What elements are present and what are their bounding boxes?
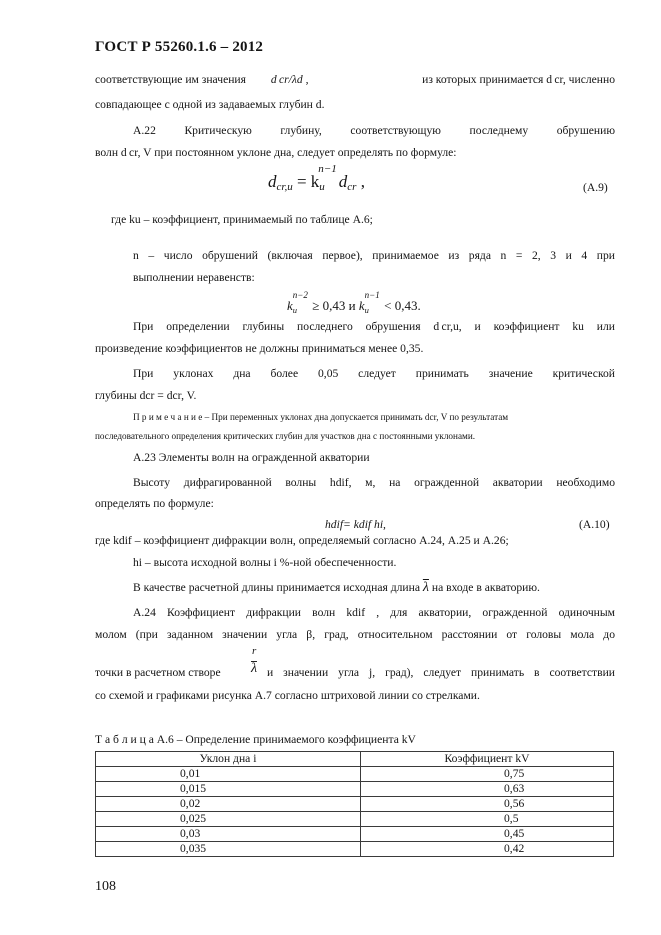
a23-title: А.23 Элементы волн на огражденной акватории bbox=[133, 451, 370, 464]
eq-a9-lhs: d bbox=[268, 172, 277, 191]
p1-formula: d cr/λd , bbox=[270, 73, 309, 86]
paragraph-1-line-1 bbox=[95, 73, 615, 87]
ineq-k2-sub: u bbox=[364, 305, 369, 315]
determination-line-2: произведение коэффициентов не должны приниматься менее 0,35. bbox=[95, 342, 424, 355]
table-row bbox=[96, 797, 614, 812]
a23-line-2: определять по формуле: bbox=[95, 497, 214, 510]
where-ku-definition: где ku – коэффициент, принимаемый по таблице А.6; bbox=[111, 213, 373, 226]
n-definition-line-2: выполнении неравенств: bbox=[133, 271, 255, 284]
a22-line-2: волн d cr, V при постоянном уклоне дна, следует определять по формуле: bbox=[95, 146, 457, 159]
ineq-k2: k bbox=[358, 298, 365, 313]
page-number: 108 bbox=[95, 879, 116, 894]
p1-right-text: из которых принимается d cr, численно bbox=[422, 73, 615, 86]
determination-line-1: При определении глубины последнего обрушения d cr,u, и коэффициент ku или bbox=[133, 320, 615, 333]
slope-line-2: глубины dcr = dcr, V. bbox=[95, 389, 197, 402]
a24-line-3-left: точки в расчетном створе bbox=[95, 666, 221, 679]
note-line-1 bbox=[133, 411, 615, 423]
equation-a10: hdif= kdif hi, bbox=[325, 518, 386, 531]
n-definition-line-1: n – число обрушений (включая первое), принимаемое из ряда n = 2, 3 и 4 при bbox=[133, 249, 615, 262]
table-cell-coefficient: 0,75 bbox=[361, 767, 614, 782]
equation-a9-number: (А.9) bbox=[583, 181, 608, 194]
table-cell-slope: 0,025 bbox=[96, 812, 361, 827]
equation-a9 bbox=[268, 163, 365, 193]
a24-line-3-right: и значении угла j, град), следует принимать в соответствии bbox=[267, 666, 615, 679]
table-cell-coefficient: 0,56 bbox=[361, 797, 614, 812]
ineq-k1-sub: u bbox=[292, 305, 298, 315]
ineq-part2: < 0,43. bbox=[380, 298, 421, 313]
inequality bbox=[287, 290, 421, 315]
note-label: П р и м е ч а н и е bbox=[133, 412, 203, 422]
a24-line-2: молом (при заданном значении угла β, град, относительном расстоянии от головы мола до bbox=[95, 628, 615, 641]
paragraph-1-line-2: совпадающее с одной из задаваемых глубин d. bbox=[95, 98, 325, 111]
a24-r-symbol: r bbox=[252, 645, 257, 657]
a22-line-1: А.22 Критическую глубину, соответствующую последнему обрушению bbox=[133, 124, 615, 137]
table-cell-slope: 0,02 bbox=[96, 797, 361, 812]
table-cell-coefficient: 0,45 bbox=[361, 827, 614, 842]
table-cell-slope: 0,015 bbox=[96, 782, 361, 797]
eq-a9-rhs: d bbox=[338, 172, 348, 191]
table-cell-coefficient: 0,63 bbox=[361, 782, 614, 797]
eq-a9-tail: , bbox=[356, 172, 365, 191]
document-header: ГОСТ Р 55260.1.6 – 2012 bbox=[95, 39, 264, 55]
table-cell-coefficient: 0,5 bbox=[361, 812, 614, 827]
table-header-coefficient: Коэффициент kV bbox=[361, 752, 614, 767]
table-cell-slope: 0,03 bbox=[96, 827, 361, 842]
eq-a9-lhs-sub: cr,u bbox=[276, 181, 293, 193]
equation-a10-number: (А.10) bbox=[579, 518, 610, 531]
a24-line-1: А.24 Коэффициент дифракции волн kdif , для акватории, огражденной одиночным bbox=[133, 606, 615, 619]
table-row bbox=[96, 782, 614, 797]
table-cell-slope: 0,01 bbox=[96, 767, 361, 782]
eq-a9-eq: = k bbox=[292, 172, 320, 191]
table-a6 bbox=[95, 751, 614, 857]
table-header-slope: Уклон дна i bbox=[96, 752, 361, 767]
a23-line-1: Высоту дифрагированной волны hdif, м, на огражденной акватории необходимо bbox=[133, 476, 615, 489]
a24-lambda-symbol: λ bbox=[251, 661, 258, 676]
table-cell-slope: 0,035 bbox=[96, 842, 361, 857]
note-line-2: последовательного определения критических глубин для участков дна с постоянными уклонами. bbox=[95, 431, 476, 441]
table-row bbox=[96, 827, 614, 842]
table-caption: Т а б л и ц а А.6 – Определение принимаемого коэффициента kV bbox=[95, 733, 416, 746]
eq-a9-k-sup: n−1 bbox=[318, 163, 337, 175]
table-row bbox=[96, 767, 614, 782]
ineq-k2-sup: n−1 bbox=[364, 290, 380, 300]
hi-definition: hi – высота исходной волны i %-ной обеспеченности. bbox=[133, 556, 397, 569]
lambda-after: на входе в акваторию. bbox=[431, 581, 540, 594]
table-header-row bbox=[96, 752, 614, 767]
p1-left-text: соответствующие им значения bbox=[95, 73, 246, 86]
where-kdif-definition: где kdif – коэффициент дифракции волн, определяемый согласно А.24, А.25 и А.26; bbox=[95, 534, 509, 547]
ineq-k1: k bbox=[287, 298, 293, 313]
slope-line-1: При уклонах дна более 0,05 следует принимать значение критической bbox=[133, 367, 615, 380]
eq-a9-k-sub: u bbox=[319, 181, 325, 193]
lambda-before: В качестве расчетной длины принимается исходная длина bbox=[133, 581, 420, 594]
ineq-part1: ≥ 0,43 и bbox=[309, 298, 359, 313]
ineq-k1-sup: n−2 bbox=[292, 290, 308, 300]
table-cell-coefficient: 0,42 bbox=[361, 842, 614, 857]
table-row bbox=[96, 812, 614, 827]
eq-a9-rhs-sub: cr bbox=[347, 181, 357, 193]
lambda-paragraph bbox=[133, 581, 540, 595]
table-row bbox=[96, 842, 614, 857]
a24-line-4: со схемой и графиками рисунка А.7 согласно штриховой линии со стрелками. bbox=[95, 689, 480, 702]
note-text-1: – При переменных уклонах дна допускается принимать dcr, V по результатам bbox=[202, 412, 509, 422]
lambda-symbol: $\overline{\lambda}$ bbox=[422, 580, 429, 595]
